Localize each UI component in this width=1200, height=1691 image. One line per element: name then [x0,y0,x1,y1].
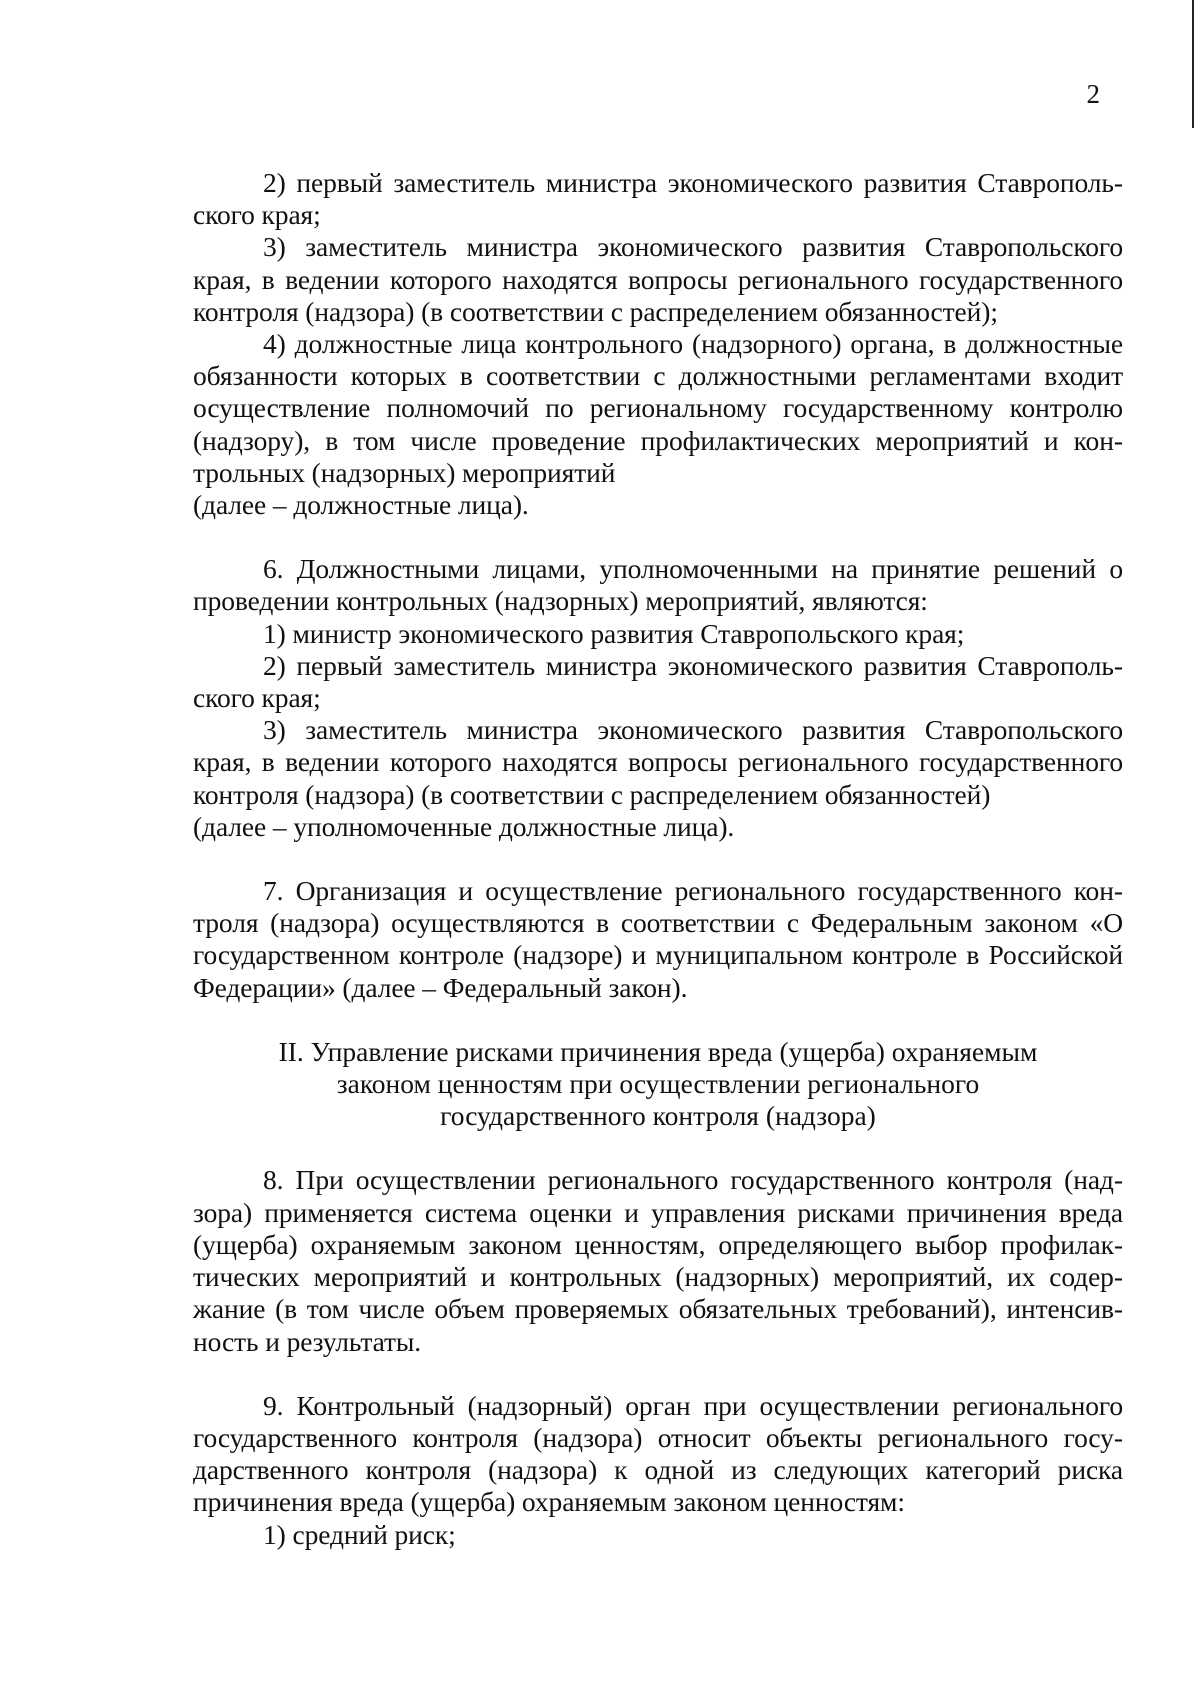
section-heading [193,1036,1123,1133]
paragraph: 4) должностные лица контрольного (надзорного) органа, в должностные обязанности которых в соответствии с должностными регламентами входит осуществление полномочий по региональному государственному контролю (надзору), в том числе проведение профилактических мероприятий и контрольных (надзорных) мероприятий [193,328,1123,488]
paragraph-closing: (далее – уполномоченные должностные лица). [193,810,735,842]
section-heading-line: государственного контроля (надзора) [440,1100,876,1132]
paragraph-item-7: 7. Организация и осуществление регионального государственного контроля (надзора) осуществляются в соответствии с Федеральным законом «О государственном контроле (надзоре) и муниципальном контроле в Российской Федерации» (далее – Федеральный закон). [193,875,1123,1003]
document-body [193,167,1123,1551]
page-number: 2 [1086,79,1100,109]
paragraph-closing: (далее – должностные лица). [193,489,529,521]
paragraph: 2) первый заместитель министра экономического развития Ставропольского края; [193,649,1123,714]
section-heading-line: законом ценностям при осуществлении регионального [336,1068,980,1100]
paragraph-item-8: 8. При осуществлении регионального государственного контроля (надзора) применяется система оценки и управления рисками причинения вреда (ущерба) охраняемым законом ценностям, определяющего выбор профилактических мероприятий и контрольных (надзорных) мероприятий, их содержание (в том числе объем проверяемых обязательных требований), интенсивность и результаты. [193,1164,1123,1357]
scan-edge-mark [1192,0,1194,128]
paragraph: 3) заместитель министра экономического развития Ставропольского края, в ведении которого находятся вопросы регионального государственного контроля (надзора) (в соответствии с распределением обязанностей) [193,714,1123,810]
paragraph: 1) средний риск; [263,1518,456,1550]
paragraph: 2) первый заместитель министра экономического развития Ставропольского края; [193,167,1123,231]
paragraph-item-9: 9. Контрольный (надзорный) орган при осуществлении регионального государственного контроля (надзора) относит объекты регионального государственного контроля (надзора) к одной из следующих категорий риска причинения вреда (ущерба) охраняемым законом ценностям: [193,1389,1123,1518]
paragraph: 1) министр экономического развития Ставропольского края; [263,617,965,649]
paragraph: 3) заместитель министра экономического развития Ставропольского края, в ведении которого находятся вопросы регионального государственного контроля (надзора) (в соответствии с распределением обязанностей); [193,231,1123,327]
paragraph-item-6: 6. Должностными лицами, уполномоченными на принятие решений о проведении контрольных (надзорных) мероприятий, являются: [193,553,1123,617]
section-heading-line: II. Управление рисками причинения вреда (ущерба) охраняемым [278,1035,1038,1067]
